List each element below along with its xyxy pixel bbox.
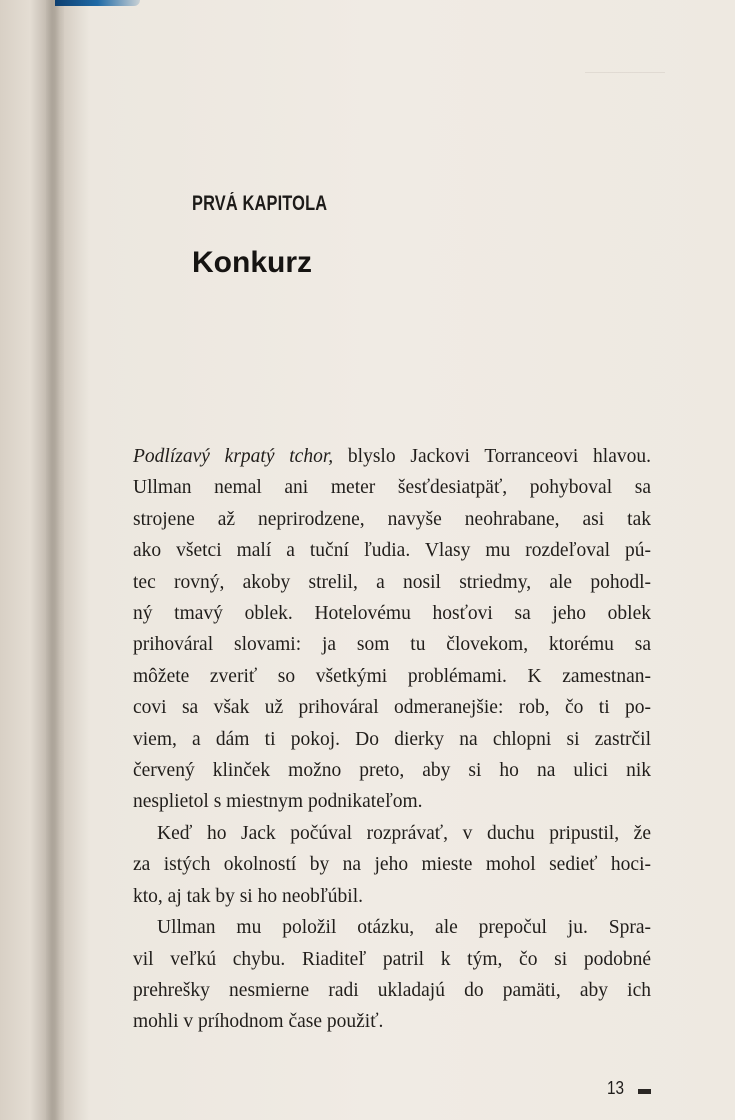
chapter-title: Konkurz bbox=[192, 246, 312, 279]
top-edge-color-mark bbox=[55, 0, 140, 6]
body-line: tec rovný, akoby strelil, a nosil striedmy, ale pohodl- bbox=[133, 571, 651, 593]
body-line: vil veľkú chybu. Riaditeľ patril k tým, čo si podobné bbox=[133, 948, 651, 970]
body-line: covi sa však už prihováral odmeranejšie: rob, čo ti po- bbox=[133, 697, 651, 719]
chapter-label: PRVÁ KAPITOLA bbox=[192, 192, 328, 215]
body-line: prihováral slovami: ja som tu človekom, ktorému sa bbox=[133, 634, 651, 656]
body-line: Keď ho Jack počúval rozprávať, v duchu pripustil, že bbox=[157, 822, 651, 844]
page-number: 13 bbox=[607, 1078, 625, 1098]
body-line: mohli v príhodnom čase použiť. bbox=[133, 1011, 384, 1033]
italic-thought: Podlízavý krpatý tchor, bbox=[133, 446, 334, 467]
body-line-rest: blyslo Jackovi Torranceovi hlavou. bbox=[333, 446, 651, 467]
page-number-mark bbox=[638, 1089, 651, 1094]
body-line: Ullman mu položil otázku, ale prepočul ju. Spra- bbox=[157, 917, 651, 939]
body-line: ako všetci malí a tuční ľudia. Vlasy mu rozdeľoval pú- bbox=[133, 540, 651, 562]
body-line: Ullman nemal ani meter šesťdesiatpäť, pohyboval sa bbox=[133, 477, 651, 499]
body-line bbox=[133, 441, 651, 472]
body-line: prehrešky nesmierne radi ukladajú do pamäti, aby ich bbox=[133, 979, 651, 1001]
body-line: za istých okolností by na jeho mieste mohol sedieť hoci- bbox=[133, 854, 651, 876]
body-line: môžete zveriť so všetkými problémami. K zamestnan- bbox=[133, 665, 651, 687]
body-line: červený klinček možno preto, aby si ho na ulici nik bbox=[133, 760, 651, 782]
page-spine-shadow bbox=[46, 0, 64, 1120]
body-line: kto, aj tak by si ho neobľúbil. bbox=[133, 885, 363, 907]
body-line: viem, a dám ti pokoj. Do dierky na chlopni si zastrčil bbox=[133, 728, 651, 750]
body-line: strojene až neprirodzene, navyše neohrabane, asi tak bbox=[133, 508, 651, 530]
chapter-body bbox=[133, 441, 651, 1038]
body-line: ný tmavý oblek. Hotelovému hosťovi sa jeho oblek bbox=[133, 603, 651, 625]
bleed-through-mark bbox=[585, 72, 665, 81]
body-line: nesplietol s miestnym podnikateľom. bbox=[133, 791, 423, 813]
